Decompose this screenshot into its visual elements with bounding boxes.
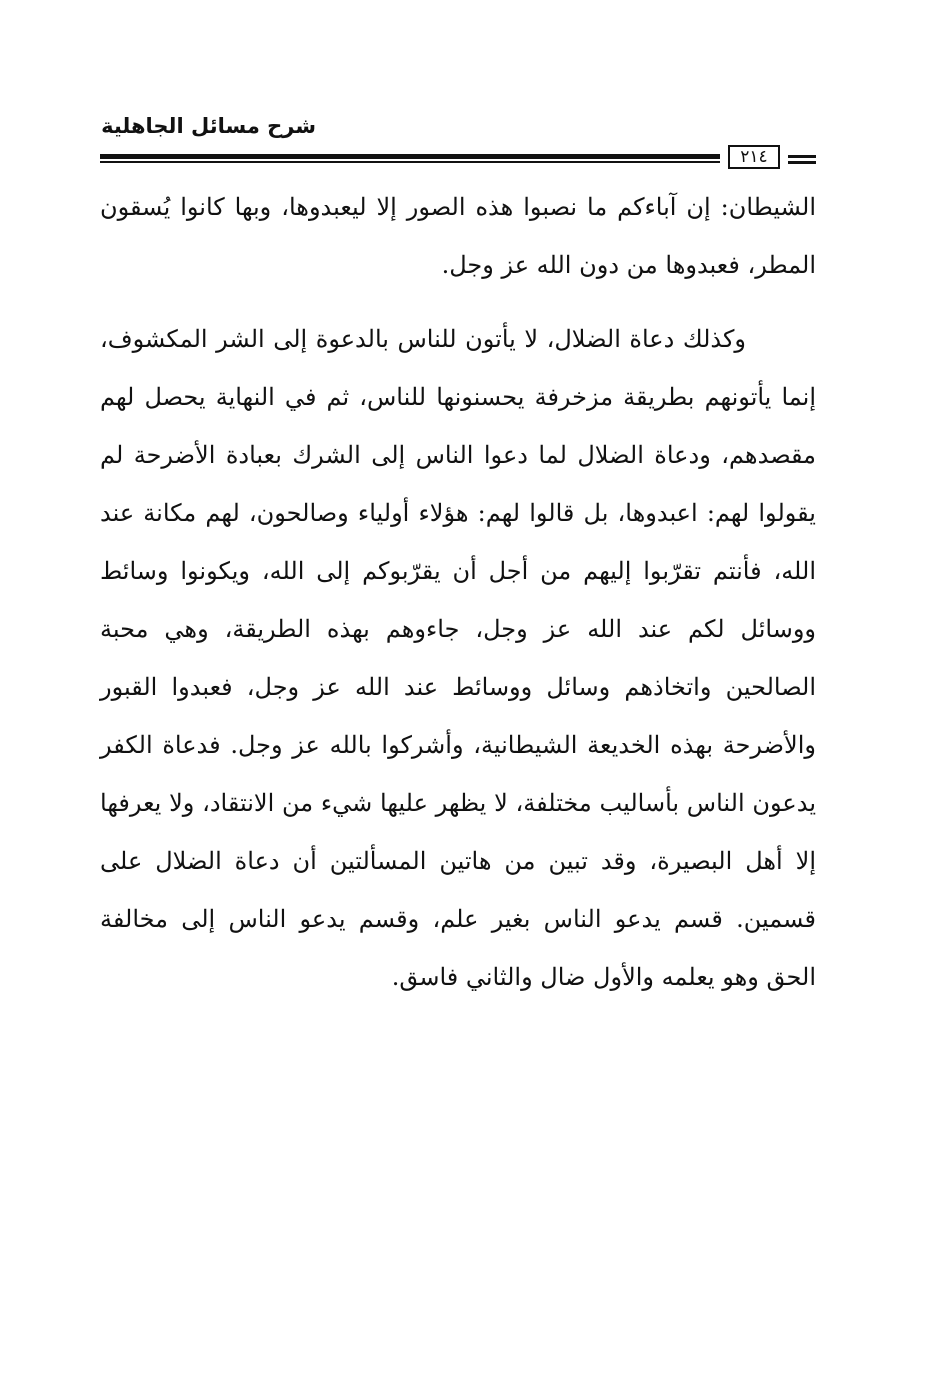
header-rule-right-segment-bottom xyxy=(788,161,816,164)
header-rule-thick-line xyxy=(100,154,720,159)
header-rule-thin-line xyxy=(100,161,720,163)
header-rule xyxy=(100,145,816,173)
header-rule-right-segment-top xyxy=(788,155,816,158)
body-text xyxy=(100,178,816,1006)
page-number-box: ٢١٤ xyxy=(728,145,780,169)
running-title: شرح مسائل الجاهلية xyxy=(101,114,316,138)
paragraph-2: وكذلك دعاة الضلال، لا يأتون للناس بالدعوة إلى الشر المكشوف، إنما يأتونهم بطريقة مزخرفة يحسنونها للناس، ثم في النهاية يحصل لهم مقصدهم، ودعاة الضلال لما دعوا الناس إلى الشرك بعبادة الأضرحة لم يقولوا لهم: اعبدوها، بل قالوا لهم: هؤلاء أولياء وصالحون، لهم مكانة عند الله، فأنتم تقرّبوا إليهم من أجل أن يقرّبوكم إلى الله، ويكونوا وسائط ووسائل لكم عند الله عز وجل، جاءوهم بهذه الطريقة، وهي محبة الصالحين واتخاذهم وسائل ووسائط عند الله عز وجل، فعبدوا القبور والأضرحة بهذه الخديعة الشيطانية، وأشركوا بالله عز وجل. فدعاة الكفر يدعون الناس بأساليب مختلفة، لا يظهر عليها شيء من الانتقاد، ولا يعرفها إلا أهل البصيرة، وقد تبين من هاتين المسألتين أن دعاة الضلال على قسمين. قسم يدعو الناس بغير علم، وقسم يدعو الناس إلى مخالفة الحق وهو يعلمه والأول ضال والثاني فاسق. xyxy=(100,325,817,991)
paragraph-1: الشيطان: إن آباءكم ما نصبوا هذه الصور إلا ليعبدوها، وبها كانوا يُسقون المطر، فعبدوها من دون الله عز وجل. xyxy=(100,193,816,279)
